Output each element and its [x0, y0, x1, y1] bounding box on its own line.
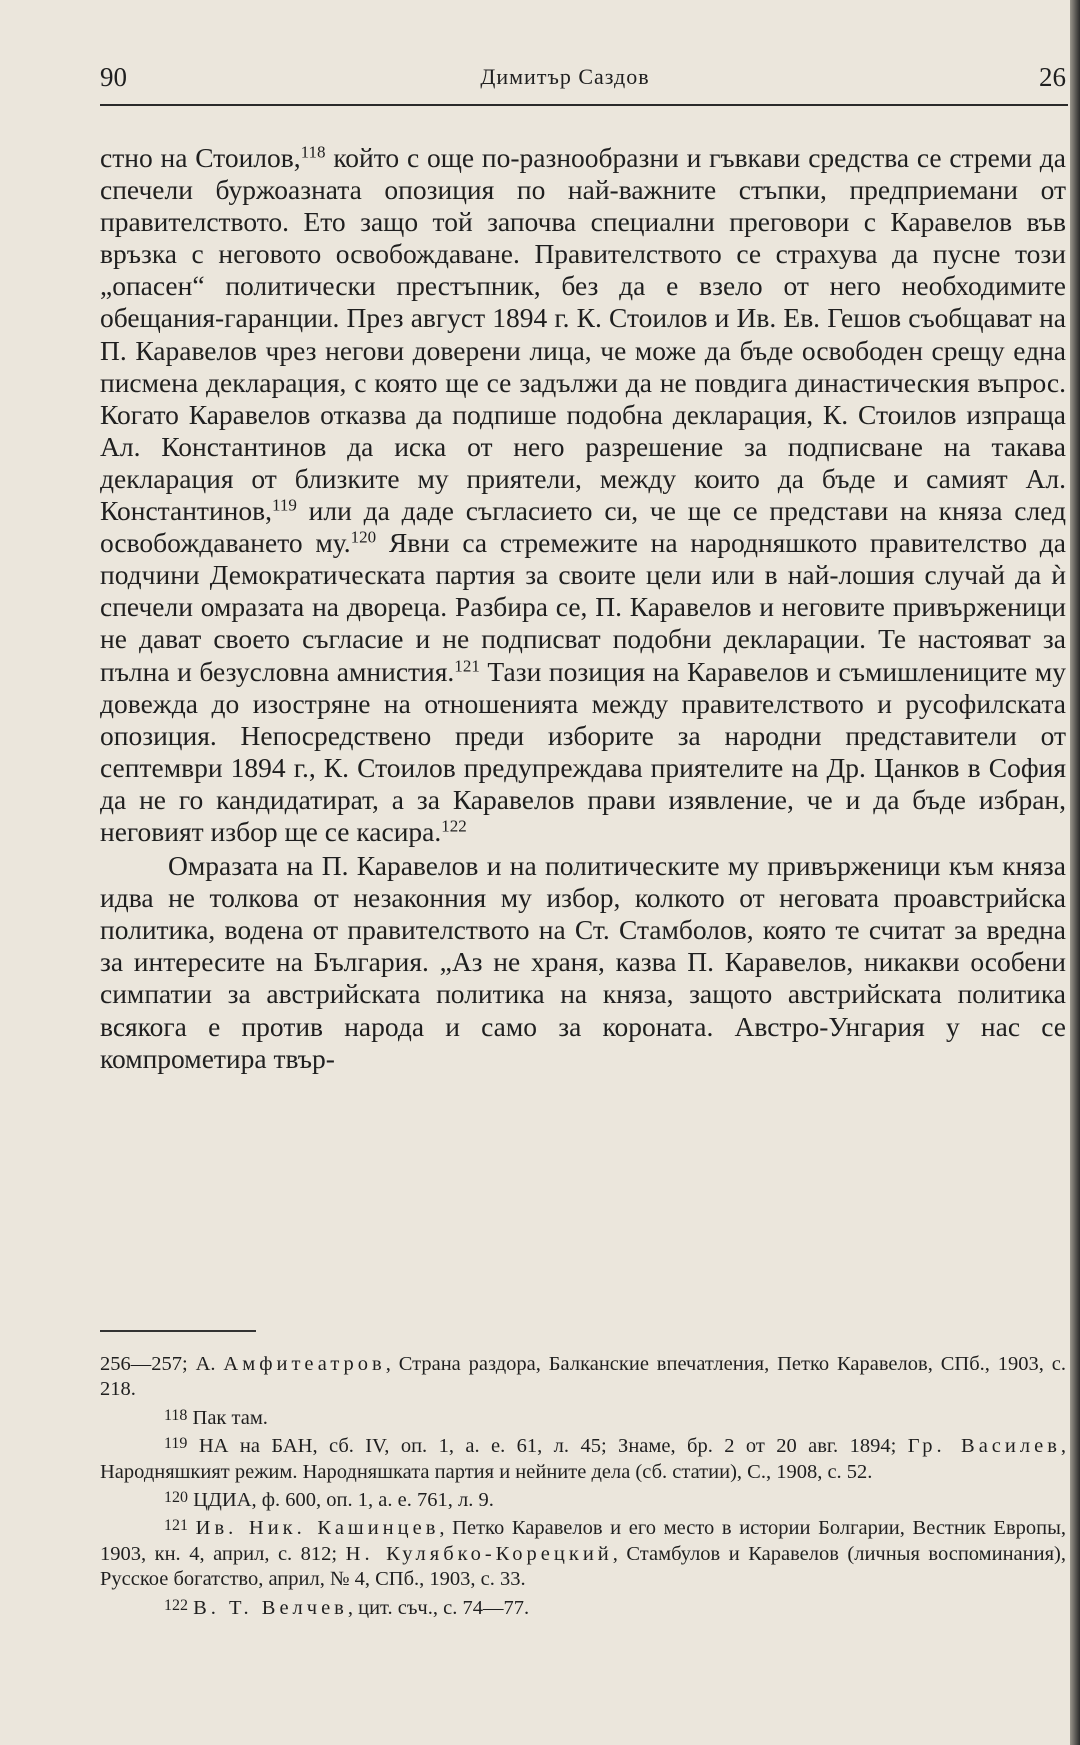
footnote-number: 118: [164, 1406, 188, 1424]
footnote-ref-122[interactable]: 122: [441, 816, 467, 836]
footnote-121: 121 Ив. Ник. Кашинцев, Петко Каравелов и его место в истории Болгарии, Вестник Европы, 1903, кн. 4, април, с. 812; Н. Кулябко-Корецкий, Стамбулов и Каравелов (личныя воспоминания), Русское богатство, април, № 4, СПб., 1903, с. 33.: [100, 1517, 1067, 1591]
footnote-ref-118[interactable]: 118: [300, 142, 326, 162]
footnote-120: 120 ЦДИА, ф. 600, оп. 1, а. е. 761, л. 9.: [164, 1489, 494, 1512]
footnotes: [100, 1352, 1066, 1621]
footnote-number: 119: [164, 1435, 188, 1453]
footnote-number: 122: [164, 1596, 188, 1614]
footnote-continued: 256—257; А. Амфитеатров, Страна раздора, Балканские впечатления, Петко Каравелов, СПб., 1903, с. 218.: [100, 1353, 1067, 1401]
facing-page-number-fragment: 26: [1039, 62, 1066, 92]
page-edge-shadow: [1070, 0, 1080, 1745]
page-number: 90: [100, 62, 127, 92]
footnote-author: Ив. Ник. Кашинцев: [195, 1517, 440, 1540]
footnote-number: 121: [164, 1517, 188, 1535]
header-rule: [100, 104, 1068, 106]
footnote-number: 120: [164, 1489, 188, 1507]
footnote-ref-121[interactable]: 121: [454, 656, 480, 676]
footnote-118: 118 Пак там.: [164, 1406, 268, 1429]
page-header: [100, 58, 1068, 98]
footnote-separator: [100, 1330, 256, 1332]
body-paragraph-1: стно на Стоилов,$^{118}$ който с още по-разнообразни и гъвкави средства се стреми да спечели буржоазната опозиция по най-важните стъпки, предприемани от правителството. Ето защо той започва специални преговори с Каравелов във връзка с неговото освобождаване. Правителството се страхува да пусне този „опасен“ политически престъпник, без да е взело от него необходимите обещания-гаранции. През август 1894 г. К. Стоилов и Ив. Ев. Гешов съобщават на П. Каравелов чрез негови доверени лица, че може да бъде освободен срещу една писмена декларация, с която ще се задължи да не повдига династическия въпрос. Когато Каравелов отказва да подпише подобна декларация, К. Стоилов изпраща Ал. Константинов да иска от него разрешение за подписване на такава декларация от близките му приятели, между които да бъде и самият Ал. Константинов,$^{119}$ или да даде съгласието си, че ще се представи на княза след освобождаването му.$^{120}$ Явни са стремежите на народняшкото правителство да подчини Демократическата партия за своите цели или в най-лошия случай да ѝ спечели омразата на двореца. Разбира се, П. Каравелов и неговите привърженици не дават своето съгласие и не подписват подобни декларации. Те настояват за пълна и безусловна амнистия.$^{121}$ Тази позиция на Каравелов и съмишлениците му довежда до изостряне на отношенията между правителството и русофилската опозиция. Непосредствено преди изборите за народни представители от септември 1894 г., К. Стоилов предупреждава приятелите на Др. Цанков в София да не го кандидатират, а за Каравелов прави изявление, че и да бъде избран, неговият избор ще се касира.$^{122}$: [100, 142, 1066, 847]
footnote-author: В. Т. Велчев: [193, 1596, 348, 1619]
footnote-122: 122 В. Т. Велчев, цит. съч., с. 74—77.: [164, 1596, 530, 1619]
footnote-author: Н. Кулябко-Корецкий: [345, 1542, 613, 1565]
footnote-ref-120[interactable]: 120: [350, 527, 377, 547]
main-text: [100, 142, 1066, 1075]
body-paragraph-2: Омразата на П. Каравелов и на политическите му привърженици към княза идва не толкова от незаконния му избор, колкото от неговата проавстрийска политика, водена от правителството на Ст. Стамболов, която те считат за вредна за интересите на България. „Аз не храня, казва П. Каравелов, никакви особени симпатии за австрийската политика на княза, защото австрийската политика всякога е против народа и само за короната. Австро-Унгария у нас се компрометира твър-: [100, 850, 1066, 1074]
running-head: Димитър Саздов: [480, 64, 650, 89]
footnote-ref-119[interactable]: 119: [271, 495, 297, 515]
footnote-119: 119 НА на БАН, сб. IV, оп. 1, а. е. 61, л. 45; Знаме, бр. 2 от 20 авг. 1894; Гр. Василев, Народняшкият режим. Народняшката партия и нейните дела (сб. статии), С., 1908, с. 52.: [100, 1435, 1067, 1483]
footnote-author: Амфитеатров: [223, 1353, 386, 1375]
footnote-author: Гр. Василев: [907, 1435, 1061, 1458]
